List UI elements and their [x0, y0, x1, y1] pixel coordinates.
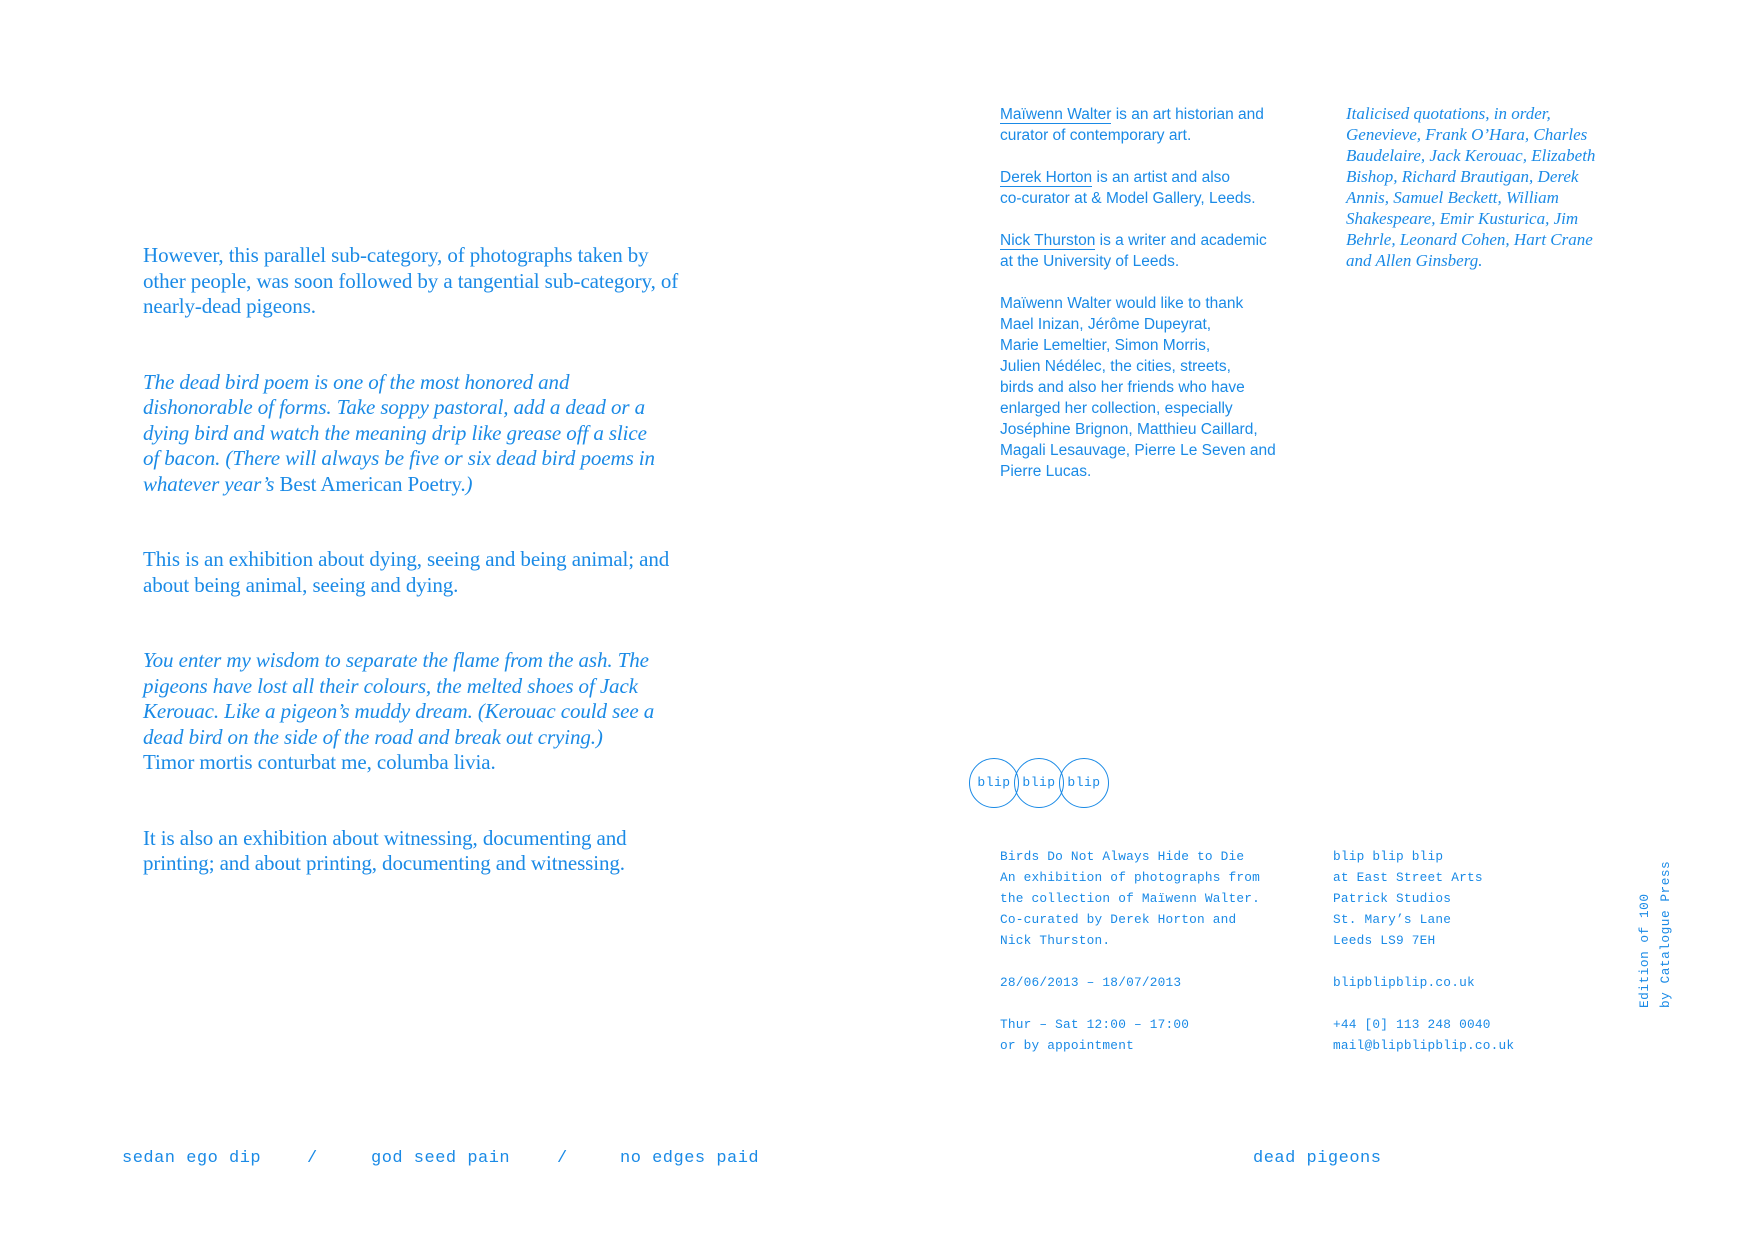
contributor-name: Nick Thurston	[1000, 232, 1096, 249]
spacer	[1000, 951, 1260, 972]
paragraph-dying-seeing	[143, 547, 753, 598]
text-line: at the University of Leeds.	[1000, 253, 1180, 270]
text-line: Joséphine Brignon, Matthieu Caillard,	[1000, 421, 1258, 438]
text-line	[1000, 104, 1300, 125]
text-line: Shakespeare, Emir Kusturica, Jim	[1346, 209, 1579, 228]
footer-anagram-1: sedan ego dip	[122, 1149, 262, 1168]
text-line: the collection of Maïwenn Walter.	[1000, 891, 1261, 906]
text-line: However, this parallel sub-category, of photographs taken by	[143, 243, 649, 267]
text-line: Italicised quotations, in order,	[1346, 104, 1551, 123]
logo-circle: blip	[1014, 758, 1064, 808]
text-line: dead bird on the side of the road and break out crying.)	[143, 724, 603, 749]
text-line: by Catalogue Press	[1658, 860, 1673, 1008]
quotation-credits	[1346, 103, 1636, 271]
text-line: of bacon. (There will always be five or six dead bird poems in	[143, 446, 655, 470]
footer-title: dead pigeons	[1253, 1149, 1382, 1168]
paragraph-witnessing	[143, 826, 753, 877]
text-line: It is also an exhibition about witnessing, documenting and	[143, 825, 627, 850]
bio-walter	[1000, 104, 1300, 146]
phone-number: +44 [0] 113 248 0040	[1333, 1017, 1491, 1032]
text-line: St. Mary’s Lane	[1333, 912, 1452, 927]
text-line: Annis, Samuel Beckett, William	[1346, 188, 1559, 207]
text-fragment: is an art historian and	[1111, 106, 1264, 123]
text-line: or by appointment	[1000, 1038, 1134, 1053]
text-line: dying bird and watch the meaning drip like grease off a slice	[143, 420, 647, 445]
book-title: Best American Poetry.	[279, 471, 466, 496]
text-line: Kerouac. Like a pigeon’s muddy dream. (Kerouac could see a	[143, 699, 655, 723]
footer-separator: /	[307, 1149, 318, 1168]
text-line: other people, was soon followed by a tangential sub-category, of	[143, 268, 679, 293]
footer-anagram-3: no edges paid	[620, 1149, 760, 1168]
website-link[interactable]: blipblipblip.co.uk	[1333, 975, 1475, 990]
text-line: co-curator at & Model Gallery, Leeds.	[1000, 190, 1256, 207]
text-line: Pierre Lucas.	[1000, 463, 1092, 480]
text-line: Magali Lesauvage, Pierre Le Seven and	[1000, 442, 1276, 459]
text-line: Bishop, Richard Brautigan, Derek	[1346, 167, 1579, 186]
quotation-dead-bird-poem	[143, 370, 753, 498]
text-line: dishonorable of forms. Take soppy pastoral, add a dead or a	[143, 395, 646, 419]
text-line: You enter my wisdom to separate the flame from the ash. The	[143, 648, 649, 672]
text-line: Marie Lemeltier, Simon Morris,	[1000, 337, 1211, 354]
blip-blip-blip-logo	[969, 758, 1119, 810]
text-line: Leeds LS9 7EH	[1333, 933, 1436, 948]
text-line: at East Street Arts	[1333, 870, 1483, 885]
text-fragment: is a writer and academic	[1095, 232, 1267, 249]
exhibition-info	[1000, 846, 1260, 1056]
text-line: curator of contemporary art.	[1000, 127, 1192, 144]
text-line: Julien Nédélec, the cities, streets,	[1000, 358, 1231, 375]
footer-anagram-2: god seed pain	[371, 1149, 511, 1168]
text-fragment: whatever year’s	[143, 471, 280, 496]
opening-hours: Thur – Sat 12:00 – 17:00	[1000, 1017, 1190, 1032]
exhibition-dates: 28/06/2013 – 18/07/2013	[1000, 975, 1182, 990]
text-line	[143, 472, 753, 498]
text-line: The dead bird poem is one of the most honored and	[143, 369, 570, 394]
bio-horton	[1000, 167, 1300, 209]
bio-thurston	[1000, 230, 1300, 272]
venue-info	[1333, 846, 1514, 1056]
text-line	[1000, 230, 1300, 251]
contributor-bios	[1000, 104, 1300, 503]
text-line: and Allen Ginsberg.	[1346, 251, 1483, 270]
acknowledgements	[1000, 293, 1300, 482]
text-line: Baudelaire, Jack Kerouac, Elizabeth	[1346, 146, 1596, 165]
email-link[interactable]: mail@blipblipblip.co.uk	[1333, 1038, 1515, 1053]
text-fragment: )	[465, 471, 473, 496]
spacer	[1333, 951, 1514, 972]
text-line: Behrle, Leonard Cohen, Hart Crane	[1346, 230, 1593, 249]
text-line: Mael Inizan, Jérôme Dupeyrat,	[1000, 316, 1212, 333]
text-fragment: is an artist and also	[1092, 169, 1231, 186]
text-line: pigeons have lost all their colours, the melted shoes of Jack	[143, 673, 638, 698]
text-line: nearly-dead pigeons.	[143, 294, 316, 318]
logo-circle: blip	[1059, 758, 1109, 808]
text-line: Genevieve, Frank O’Hara, Charles	[1346, 125, 1588, 144]
text-line: Maïwenn Walter would like to thank	[1000, 295, 1244, 312]
text-line	[1000, 167, 1300, 188]
text-line: Co-curated by Derek Horton and	[1000, 912, 1237, 927]
text-line: birds and also her friends who have	[1000, 379, 1245, 396]
text-line: Timor mortis conturbat me, columba livia.	[143, 750, 496, 774]
logo-circle: blip	[969, 758, 1019, 808]
venue-name: blip blip blip	[1333, 849, 1444, 864]
text-line: Patrick Studios	[1333, 891, 1452, 906]
exhibition-title: Birds Do Not Always Hide to Die	[1000, 849, 1245, 864]
text-line: about being animal, seeing and dying.	[143, 572, 459, 597]
footer-separator: /	[557, 1149, 568, 1168]
essay-column	[143, 243, 753, 927]
contributor-name: Maïwenn Walter	[1000, 106, 1112, 123]
text-line: Edition of 100	[1637, 893, 1652, 1008]
text-line: enlarged her collection, especially	[1000, 400, 1233, 417]
edition-note	[1634, 798, 1680, 1008]
paragraph-sub-category	[143, 243, 753, 320]
spacer	[1000, 993, 1260, 1014]
spacer	[1333, 993, 1514, 1014]
contributor-name: Derek Horton	[1000, 169, 1093, 186]
text-line: printing; and about printing, documenting and witnessing.	[143, 851, 625, 875]
text-line: An exhibition of photographs from	[1000, 870, 1261, 885]
text-line: This is an exhibition about dying, seeing and being animal; and	[143, 547, 670, 571]
text-line: Nick Thurston.	[1000, 933, 1111, 948]
quotation-wisdom	[143, 648, 753, 776]
